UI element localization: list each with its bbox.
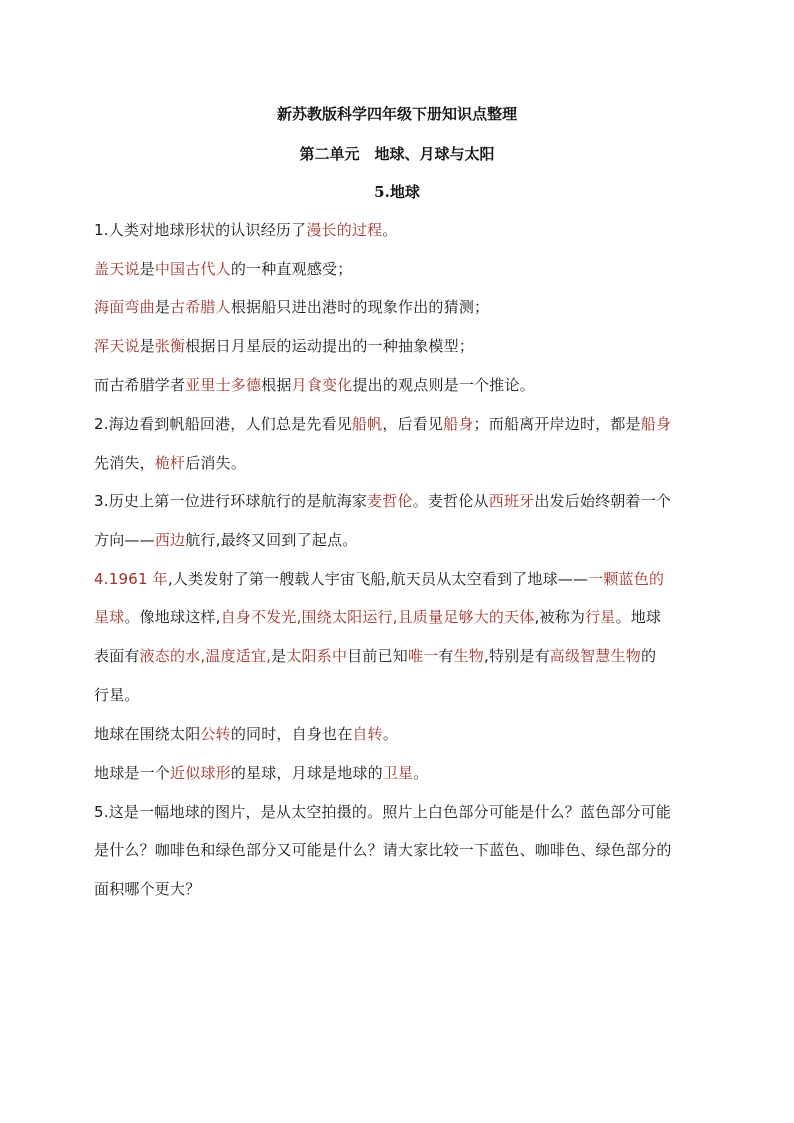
paragraph-3-line-1 <box>94 491 704 511</box>
text: 2.海边看到帆船回港，人们总是先看见 <box>94 415 352 433</box>
paragraph-aristotle <box>94 375 704 395</box>
highlight-text: 亚里士多德 <box>185 376 262 394</box>
lesson-title: 5.地球 <box>374 183 420 201</box>
text: 表面有 <box>94 647 140 665</box>
text: ，后看见 <box>382 415 444 433</box>
text: 先消失， <box>94 454 155 472</box>
highlight-text: 近似球形 <box>170 764 231 782</box>
text: 有 <box>438 647 454 665</box>
highlight-text: 古希腊人 <box>170 298 231 316</box>
text: 航行,最终又回到了起点。 <box>185 531 358 549</box>
paragraph-4-line-3 <box>94 646 704 666</box>
highlight-text: 张衡 <box>154 337 186 355</box>
text: 根据船只进出港时的现象作出的猜测； <box>230 298 490 316</box>
paragraph-1 <box>94 220 704 240</box>
text: 的 <box>640 647 657 665</box>
text: 地球在围绕太阳 <box>94 725 201 743</box>
paragraph-5-line-2: 是什么？咖啡色和绿色部分又可能是什么？请大家比较一下蓝色、咖啡色、绿色部分的 <box>94 841 672 859</box>
highlight-text: 液态的水,温度适宜, <box>139 647 272 665</box>
document-title: 新苏教版科学四年级下册知识点整理 <box>276 105 517 123</box>
highlight-text: 西边 <box>154 531 186 549</box>
highlight-text: 西班牙 <box>488 492 535 510</box>
text: ,被称为 <box>534 608 586 626</box>
highlight-text: 漫长的过程 <box>306 221 383 239</box>
highlight-text: 自转 <box>352 725 383 743</box>
highlight-text: 生物 <box>453 647 484 665</box>
highlight-text: 卫星 <box>382 764 414 782</box>
unit-title: 第二单元 地球、月球与太阳 <box>299 145 495 163</box>
highlight-text: 盖天说 <box>94 260 140 278</box>
highlight-text: 浑天说 <box>94 337 140 355</box>
text: 3.历史上第一位进行环球航行的是航海家 <box>94 492 368 510</box>
paragraph-3-line-2 <box>94 530 704 550</box>
text: 是 <box>271 647 287 665</box>
text: 的一种直观感受； <box>230 260 353 278</box>
highlight-text: 船身 <box>640 415 672 433</box>
text: 出发后始终朝着一个 <box>534 492 672 510</box>
highlight-text: 高级智慧生物 <box>549 647 641 665</box>
highlight-text: 行星 <box>585 608 616 626</box>
text: 后消失。 <box>185 454 247 472</box>
text: 。 <box>413 764 429 782</box>
text: 提出的观点则是一个推论。 <box>352 376 535 394</box>
text: 是 <box>139 337 155 355</box>
text: 的同时，自身也在 <box>230 725 353 743</box>
paragraph-5-line-3: 面积哪个更大？ <box>94 880 201 898</box>
text: 根据 <box>261 376 292 394</box>
text: ,特别是有 <box>484 647 550 665</box>
highlight-text: 4.1961 年 <box>94 570 168 588</box>
paragraph-4-line-2 <box>94 607 704 627</box>
paragraph-sea-curve <box>94 297 704 317</box>
text: 地球是一个 <box>94 764 171 782</box>
highlight-text: 月食变化 <box>291 376 353 394</box>
text: ,人类发射了第一艘载人宇宙飞船,航天员从太空看到了地球—— <box>167 570 589 588</box>
text: 。 <box>382 725 399 743</box>
text: 的星球，月球是地球的 <box>230 764 383 782</box>
paragraph-2-line-2 <box>94 453 704 473</box>
text: 是 <box>154 298 171 316</box>
paragraph-gaitian <box>94 259 704 279</box>
paragraph-2-line-1 <box>94 414 704 434</box>
highlight-text: 星球 <box>94 608 125 626</box>
text: 目前已知 <box>347 647 408 665</box>
highlight-text: 船帆 <box>351 415 383 433</box>
paragraph-rotation <box>94 724 704 744</box>
highlight-text: 中国古代人 <box>154 260 231 278</box>
highlight-text: 麦哲伦 <box>367 492 413 510</box>
highlight-text: 太阳系中 <box>286 647 348 665</box>
text: 。地球 <box>615 608 662 626</box>
text: 而古希腊学者 <box>94 376 186 394</box>
paragraph-shape <box>94 763 704 783</box>
paragraph-4-line-4 <box>94 685 704 705</box>
text: 行星。 <box>94 686 140 704</box>
text: 是 <box>139 260 155 278</box>
highlight-text: 船身 <box>443 415 474 433</box>
text: 。 <box>382 221 398 239</box>
highlight-text: 唯一 <box>407 647 439 665</box>
text: 。像地球这样, <box>124 608 221 626</box>
paragraph-huntian <box>94 336 704 356</box>
highlight-text: 公转 <box>200 725 231 743</box>
paragraph-4-line-1 <box>94 569 704 589</box>
text: ；而船离开岸边时，都是 <box>473 415 641 433</box>
text: 。麦哲伦从 <box>412 492 489 510</box>
text: 方向—— <box>94 531 155 549</box>
highlight-text: 一颗蓝色的 <box>588 570 665 588</box>
highlight-text: 桅杆 <box>154 454 186 472</box>
highlight-text: 自身不发光,围绕太阳运行,且质量足够大的天体 <box>220 608 535 626</box>
highlight-text: 海面弯曲 <box>94 298 155 316</box>
text: 根据日月星辰的运动提出的一种抽象模型； <box>185 337 475 355</box>
text: 1.人类对地球形状的认识经历了 <box>94 221 307 239</box>
paragraph-5-line-1: 5.这是一幅地球的图片，是从太空拍摄的。照片上白色部分可能是什么？蓝色部分可能 <box>94 803 672 821</box>
